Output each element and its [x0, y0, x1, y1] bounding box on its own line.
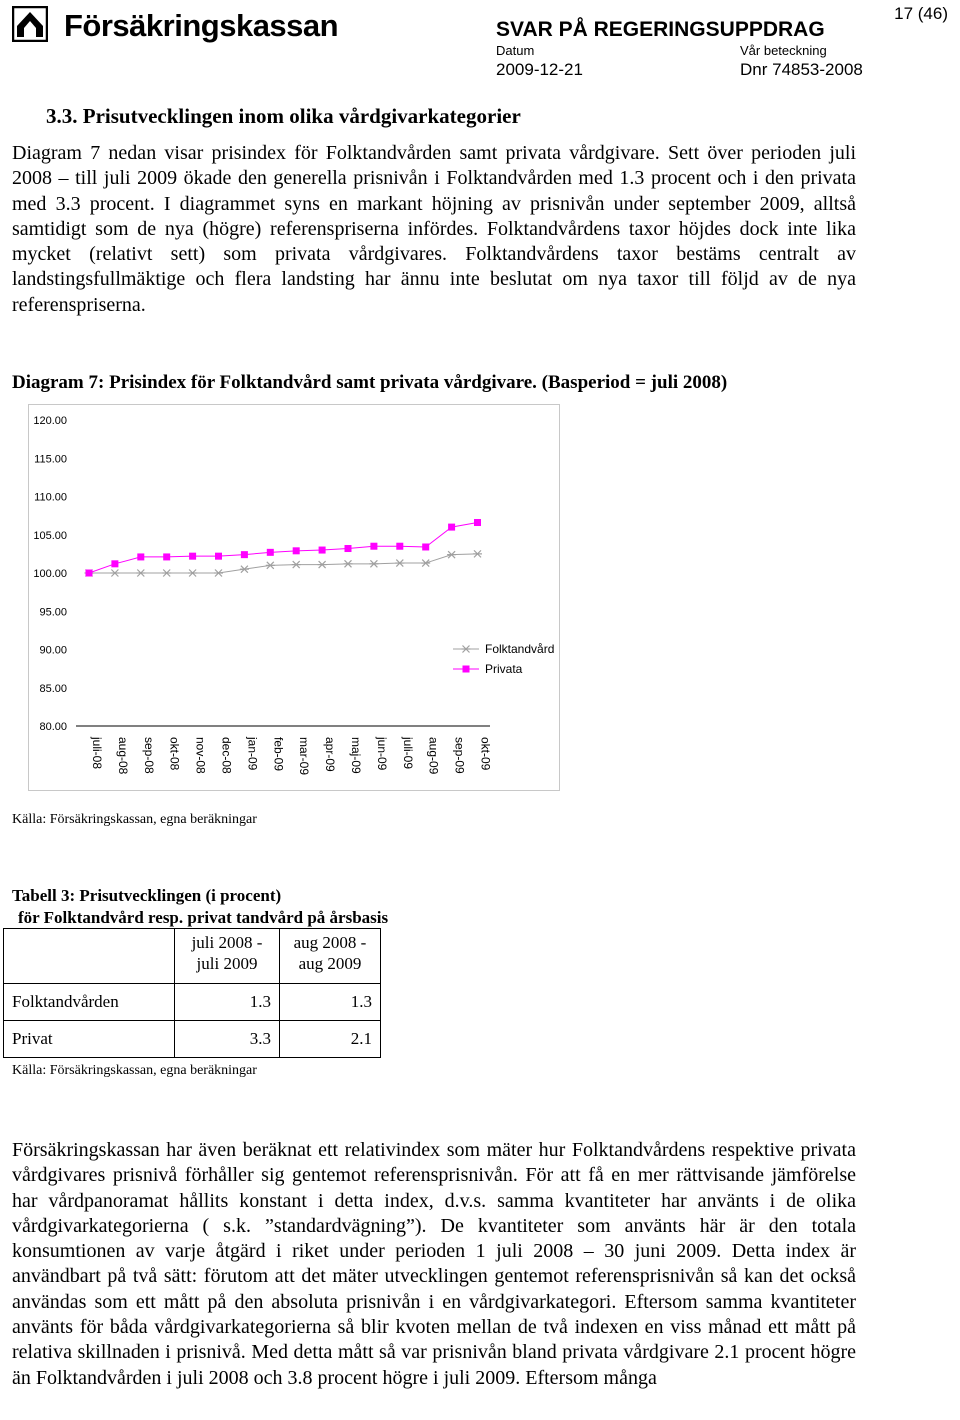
table-cell: 1.3	[280, 984, 381, 1021]
table-cell: 3.3	[175, 1021, 280, 1058]
y-tick-label: 100.00	[33, 568, 67, 580]
data-point	[370, 543, 377, 550]
data-point	[214, 570, 223, 577]
data-point	[474, 519, 481, 526]
data-point	[319, 547, 326, 554]
data-point	[162, 570, 171, 577]
table-row	[4, 1021, 381, 1058]
body-paragraph: Försäkringskassan har även beräknat ett relativindex som mäter hur Folktandvårdens respektive privata vårdgivares prisnivå förhåller sig gentemot referensprisnivån. För att få en mer rättvisande jämförelse har vårdpanoramat hållits konstant i detta index, d.v.s. samma kvantiteter har använts i de olika vårdgivarkategorierna ( s.k. ”standardvägning”). De kvantiteter som använts här är den totala konsumtionen av varje åtgärd i riket under perioden 1 juli 2008 – 30 juni 2009. Detta index är användbart på två sätt: förutom att det mäter utvecklingen gentemot referensprisnivån så kan det också användas som ett mått på den absoluta prisnivån i en vårdgivarkategori. Eftersom samma kvantiteter använts för båda vårdgivarkategorierna så blir kvoten mellan de två indexen en viss månad ett mått på relativa skillnaden i prisnivå. Med detta mått så var prisnivån bland privata vårdgivare 2.1 procent högre än Folktandvården i juli 2008 och 3.8 procent högre i juli 2009. Eftersom många	[12, 1139, 856, 1389]
data-point	[86, 570, 93, 577]
data-point	[111, 560, 118, 567]
data-point	[473, 550, 482, 557]
page-number: 17 (46)	[894, 4, 948, 23]
data-point	[344, 560, 353, 567]
table-cell: 2.1	[280, 1021, 381, 1058]
y-tick-label: 115.00	[34, 453, 67, 466]
x-tick-label: jun-09	[374, 737, 389, 771]
price-development-table	[3, 928, 381, 1058]
chart-source: Källa: Försäkringskassan, egna beräkningar	[12, 812, 257, 827]
legend-marker	[463, 666, 470, 673]
table-col1-header: juli 2008 - juli 2009	[175, 929, 280, 984]
table-source: Källa: Försäkringskassan, egna beräkningar	[12, 1063, 257, 1078]
x-tick-label: apr-09	[323, 737, 338, 772]
series-layer	[85, 519, 483, 576]
data-point	[137, 553, 144, 560]
data-point	[266, 562, 275, 569]
table-header-row	[4, 929, 381, 984]
y-tick-label: 80.00	[39, 721, 67, 733]
x-tick-label: juli-08	[90, 737, 104, 770]
table-row-label: Privat	[4, 1021, 175, 1058]
reference-value: Dnr 74853-2008	[740, 60, 863, 79]
data-point	[396, 543, 403, 550]
y-axis-ticks	[33, 415, 67, 733]
table-cell: 1.3	[175, 984, 280, 1021]
legend-marker	[462, 646, 471, 653]
price-index-chart	[28, 404, 560, 791]
logo-icon	[12, 6, 48, 42]
x-axis-ticks	[90, 736, 493, 775]
table-row-label: Folktandvården	[4, 984, 175, 1021]
data-point	[110, 570, 119, 577]
x-tick-label: mar-09	[297, 737, 312, 776]
y-tick-label: 105.00	[33, 529, 67, 542]
y-tick-label: 110.00	[34, 491, 67, 504]
y-tick-label: 95.00	[39, 606, 67, 619]
data-point	[188, 570, 197, 577]
x-tick-label: sep-08	[141, 737, 156, 774]
data-point	[448, 524, 455, 531]
intro-paragraph: Diagram 7 nedan visar prisindex för Folktandvården samt privata vårdgivare. Sett över perioden juli 2008 – till juli 2009 ökade den generella prisnivån i Folktandvården med 1.3 procent och i den privata med 3.3 procent. I diagrammet syns en markant höjning av prisnivån under september 2009, alltså samtidigt som de nya (högre) referenspriserna infördes. Folktandvårdens taxor höjdes dock inte lika mycket (relativt sett) som privata vårdgivares. Folktandvårdens taxor bestäms centralt av landstingsfullmäktige och flera landsting har ännu inte beslutat om nya taxor till följd av de nya referenspriserna.	[12, 142, 856, 316]
x-tick-label: jan-09	[245, 737, 260, 771]
chart-title: Diagram 7: Prisindex för Folktandvård samt privata vårdgivare. (Basperiod = juli 2008)	[12, 372, 728, 393]
data-point	[240, 566, 249, 573]
date-value: 2009-12-21	[496, 60, 583, 79]
section-heading: 3.3. Prisutvecklingen inom olika vårdgivarkategorier	[46, 104, 521, 128]
legend-label: Folktandvård	[485, 642, 555, 656]
document-type: SVAR PÅ REGERINGSUPPDRAG	[496, 18, 825, 41]
table-title	[12, 885, 388, 929]
data-point	[421, 560, 430, 567]
y-tick-label: 85.00	[39, 682, 67, 695]
x-tick-label: sep-09	[452, 737, 467, 774]
data-point	[136, 570, 145, 577]
data-point	[345, 545, 352, 552]
x-tick-label: okt-08	[167, 737, 182, 771]
data-point	[215, 553, 222, 560]
x-tick-label: dec-08	[219, 737, 234, 774]
x-tick-label: feb-09	[271, 737, 286, 772]
data-point	[163, 553, 170, 560]
data-point	[318, 561, 327, 568]
table-row	[4, 984, 381, 1021]
data-point	[267, 549, 274, 556]
table-title-line2: för Folktandvård resp. privat tandvård på årsbasis	[18, 908, 389, 927]
data-point	[293, 547, 300, 554]
y-tick-label: 120.00	[33, 415, 67, 427]
data-point	[422, 543, 429, 550]
organization-name: Försäkringskassan	[64, 8, 339, 43]
data-point	[395, 560, 404, 567]
table-corner-cell	[4, 929, 175, 984]
x-tick-label: maj-09	[349, 737, 363, 774]
x-tick-label: okt-09	[478, 737, 493, 771]
x-tick-label: juli-09	[400, 737, 415, 770]
date-label: Datum	[496, 43, 535, 58]
x-tick-label: nov-08	[193, 737, 208, 774]
table-col2-header: aug 2008 - aug 2009	[280, 929, 381, 984]
table-title-line1: Tabell 3: Prisutvecklingen (i procent)	[12, 886, 282, 905]
data-point	[447, 551, 456, 558]
data-point	[292, 561, 301, 568]
chart-legend	[453, 642, 554, 676]
x-tick-label: aug-08	[115, 737, 130, 775]
legend-label: Privata	[485, 662, 523, 676]
reference-label: Vår beteckning	[740, 43, 827, 58]
y-tick-label: 90.00	[39, 644, 67, 657]
x-tick-label: aug-09	[426, 737, 441, 775]
data-point	[369, 560, 378, 567]
data-point	[241, 551, 248, 558]
data-point	[189, 553, 196, 560]
